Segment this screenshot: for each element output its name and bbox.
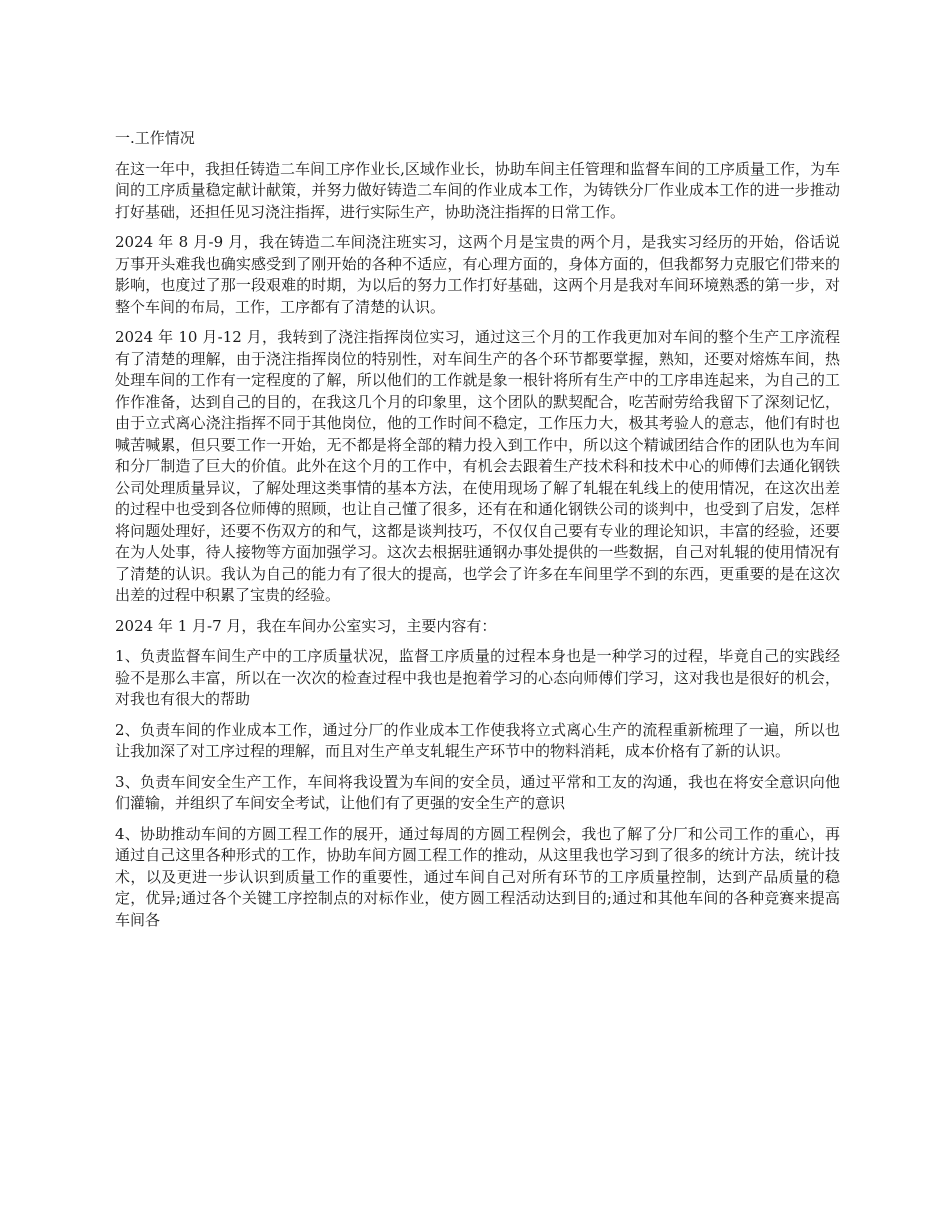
list-item-2: 2、负责车间的作业成本工作，通过分厂的作业成本工作使我将立式离心生产的流程重新梳理了一遍，所以也让我加深了对工序过程的理解，而且对生产单支轧辊生产环节中的物料消耗，成本价格有了新的认识。 [115, 720, 840, 760]
list-item-4: 4、协助推动车间的方圆工程工作的展开，通过每周的方圆工程例会，我也了解了分厂和公司工作的重心，再通过自己这里各种形式的工作，协助车间方圆工程工作的推动，从这里我也学习到了很多的统计方法，统计技术，以及更进一步认识到质量工作的重要性，通过车间自己对所有环节的工序质量控制，达到产品质量的稳定，优异;通过各个关键工序控制点的对标作业，使方圆工程活动达到目的;通过和其他车间的各种竞赛来提高车间各 [115, 824, 840, 929]
list-item-3: 3、负责车间安全生产工作，车间将我设置为车间的安全员，通过平常和工友的沟通，我也在将安全意识向他们灌输，并组织了车间安全考试，让他们有了更强的安全生产的意识 [115, 772, 840, 812]
paragraph-oct-dec: 2024 年 10 月-12 月，我转到了浇注指挥岗位实习，通过这三个月的工作我更加对车间的整个生产工序流程有了清楚的理解，由于浇注指挥岗位的特别性，对车间生产的各个环节都要掌握，熟知，还要对熔炼车间，热处理车间的工作有一定程度的了解，所以他们的工作就是象一根针将所有生产中的工序串连起来，为自己的工作作准备，达到自己的目的，在我这几个月的印象里，这个团队的默契配合，吃苦耐劳给我留下了深刻记忆，由于立式离心浇注指挥不同于其他岗位，他的工作时间不稳定，工作压力大，极其考验人的意志，他们有时也喊苦喊累，但只要工作一开始，无不都是将全部的精力投入到工作中，所以这个精诚团结合作的团队也为车间和分厂制造了巨大的价值。此外在这个月的工作中，有机会去跟着生产技术科和技术中心的师傅们去通化钢铁公司处理质量异议，了解处理这类事情的基本方法，在使用现场了解了轧辊在轧线上的使用情况，在这次出差的过程中也受到各位师傅的照顾，也让自己懂了很多，还有在和通化钢铁公司的谈判中，也受到了启发，怎样将问题处理好，还要不伤双方的和气，这都是谈判技巧，不仅仅自己要有专业的理论知识，丰富的经验，还要在为人处事，待人接物等方面加强学习。这次去根据驻通钢办事处提供的一些数据，自己对轧辊的使用情况有了清楚的认识。我认为自己的能力有了很大的提高，也学会了许多在车间里学不到的东西，更重要的是在这次出差的过程中积累了宝贵的经验。 [115, 328, 840, 604]
paragraph-jan-jul: 2024 年 1 月-7 月，我在车间办公室实习，主要内容有： [115, 616, 497, 635]
document-page [115, 128, 840, 940]
paragraph-aug-sep: 2024 年 8 月-9 月，我在铸造二车间浇注班实习，这两个月是宝贵的两个月，是我实习经历的开始，俗话说万事开头难我也确实感受到了刚开始的各种不适应，有心理方面的，身体方面的，但我都努力克服它们带来的影响，也度过了那一段艰难的时期，为以后的努力工作打好基础，这两个月是我对车间环境熟悉的第一步，对整个车间的布局，工作，工序都有了清楚的认识。 [115, 233, 840, 316]
paragraph-intro: 在这一年中，我担任铸造二车间工序作业长,区域作业长，协助车间主任管理和监督车间的工序质量工作，为车间的工序质量稳定献计献策，并努力做好铸造二车间的作业成本工作，为铸铁分厂作业成本工作的进一步推动打好基础，还担任见习浇注指挥，进行实际生产，协助浇注指挥的日常工作。 [115, 159, 840, 221]
section-heading: 一.工作情况 [115, 129, 195, 147]
list-item-1: 1、负责监督车间生产中的工序质量状况，监督工序质量的过程本身也是一种学习的过程，毕竟自己的实践经验不是那么丰富，所以在一次次的检查过程中我也是抱着学习的心态向师傅们学习，这对我也是很好的机会，对我也有很大的帮助 [115, 647, 840, 708]
